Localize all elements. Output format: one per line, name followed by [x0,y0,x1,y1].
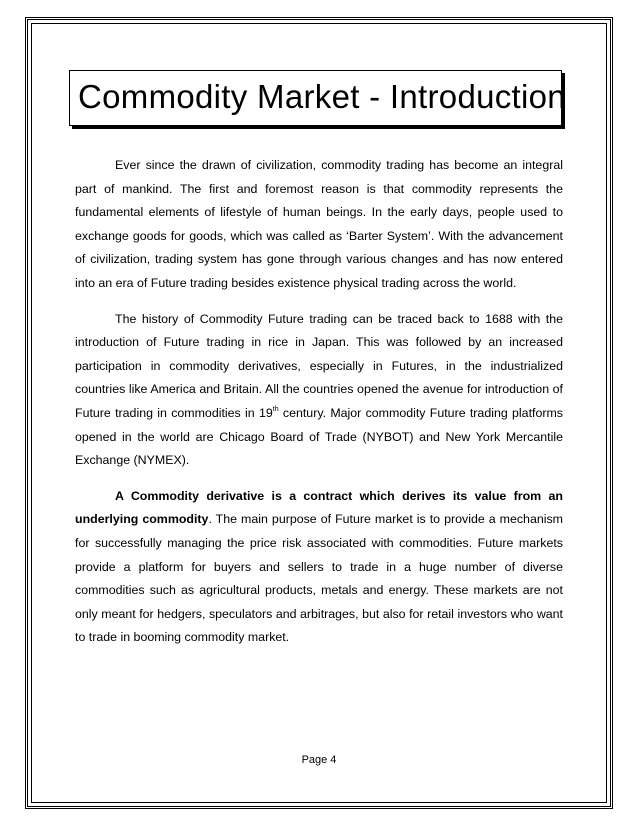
title-box [69,70,566,126]
paragraph-history-text: The history of Commodity Future trading can be traced back to 1688 with the introduction of Future trading in rice in Japan. This was followed by an increased participation in commodity derivatives, especially in Futures, in the industrialized countries like America and Britain. All the countries opened the avenue for introduction of Future trading in commodities in 19 [75,311,563,420]
page-title: Commodity Market - Introduction [78,78,566,115]
paragraph-history [75,308,563,473]
paragraph-history-text-end: century. Major commodity Future trading platforms opened in the world are Chicago Board of Trade (NYBOT) and New York Mercantile Exchange (NYMEX). [75,405,563,468]
definition-text: . The main purpose of Future market is to provide a mechanism for successfully managing the price risk associated with commodities. Future markets provide a platform for buyers and sellers to trade in a huge number of diverse commodities such as agricultural products, metals and energy. These markets are not only meant for hedgers, speculators and arbitrages, but also for retail investors who want to trade in booming commodity market. [75,512,563,645]
body-text [75,154,563,662]
paragraph-intro: Ever since the drawn of civilization, commodity trading has become an integral part of mankind. The first and foremost reason is that commodity represents the fundamental elements of lifestyle of human beings. In the early days, people used to exchange goods for goods, which was called as ‘Barter System’. With the advancement of civilization, trading system has gone through various changes and has now entered into an era of Future trading besides existence physical trading across the world. [75,158,563,290]
definition-bold: A Commodity derivative is a contract which derives its value from an underlying commodity [75,488,563,527]
page-number: Page 4 [301,754,337,766]
superscript-th: th [272,405,279,413]
paragraph-definition [75,485,563,650]
